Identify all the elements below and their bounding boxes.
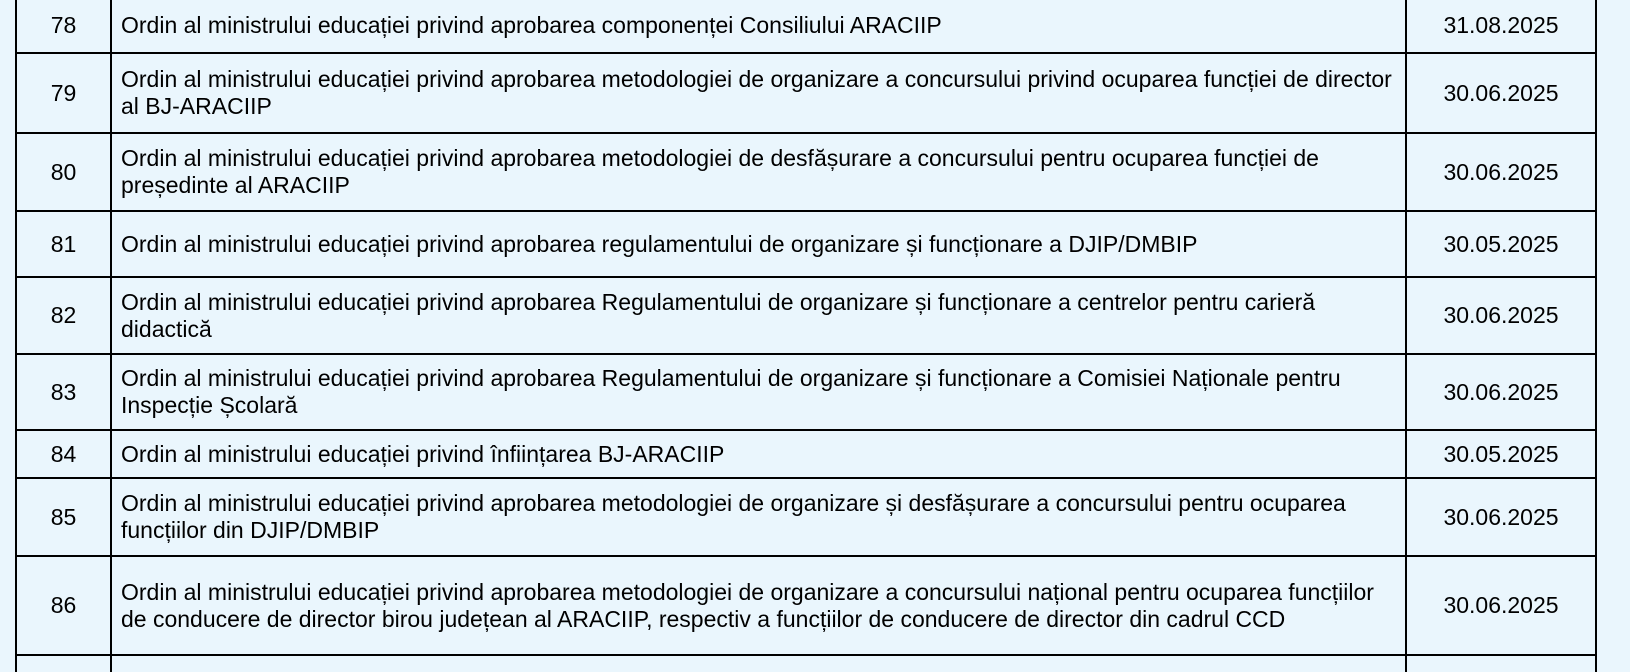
- row-number: 81: [16, 211, 111, 277]
- row-date: 31.08.2025: [1406, 0, 1596, 53]
- row-title: Ordin al ministrului educației privind înființarea BJ-ARACIIP: [111, 430, 1406, 478]
- row-date: 30.05.2025: [1406, 430, 1596, 478]
- row-date-empty: [1406, 655, 1596, 672]
- row-title: Ordin al ministrului educației privind aprobarea metodologiei de organizare și desfășurare a concursului pentru ocuparea funcțiilor din DJIP/DMBIP: [111, 478, 1406, 556]
- row-title: Ordin al ministrului educației privind aprobarea metodologiei de organizare a concursului național pentru ocuparea funcțiilor de conducere de director birou județean al ARACIIP, respectiv a funcțiilor de conducere de director din cadrul CCD: [111, 556, 1406, 655]
- table-row: [16, 53, 1596, 133]
- row-title-empty: [111, 655, 1406, 672]
- row-number: 86: [16, 556, 111, 655]
- row-number: 85: [16, 478, 111, 556]
- row-number: 83: [16, 354, 111, 430]
- table-row: [16, 211, 1596, 277]
- row-title: Ordin al ministrului educației privind aprobarea metodologiei de organizare a concursului privind ocuparea funcției de director al BJ-ARACIIP: [111, 53, 1406, 133]
- row-number: 82: [16, 277, 111, 354]
- row-date: 30.05.2025: [1406, 211, 1596, 277]
- row-number: 84: [16, 430, 111, 478]
- row-date: 30.06.2025: [1406, 133, 1596, 211]
- row-title: Ordin al ministrului educației privind aprobarea Regulamentului de organizare și funcționare a Comisiei Naționale pentru Inspecție Școlară: [111, 354, 1406, 430]
- table-row-partial: [16, 655, 1596, 672]
- legislation-table-container: [15, 0, 1597, 672]
- table-row: [16, 430, 1596, 478]
- row-title: Ordin al ministrului educației privind aprobarea Regulamentului de organizare și funcționare a centrelor pentru carieră didactică: [111, 277, 1406, 354]
- table-row: [16, 0, 1596, 53]
- legislation-table: [15, 0, 1597, 672]
- table-row: [16, 277, 1596, 354]
- row-date: 30.06.2025: [1406, 53, 1596, 133]
- row-date: 30.06.2025: [1406, 354, 1596, 430]
- row-number: 78: [16, 0, 111, 53]
- row-title: Ordin al ministrului educației privind aprobarea regulamentului de organizare și funcționare a DJIP/DMBIP: [111, 211, 1406, 277]
- row-date: 30.06.2025: [1406, 277, 1596, 354]
- row-number: 80: [16, 133, 111, 211]
- row-number: 79: [16, 53, 111, 133]
- row-number-empty: [16, 655, 111, 672]
- row-date: 30.06.2025: [1406, 478, 1596, 556]
- table-row: [16, 556, 1596, 655]
- row-title: Ordin al ministrului educației privind aprobarea componenței Consiliului ARACIIP: [111, 0, 1406, 53]
- row-date: 30.06.2025: [1406, 556, 1596, 655]
- table-row: [16, 478, 1596, 556]
- table-row: [16, 354, 1596, 430]
- table-row: [16, 133, 1596, 211]
- row-title: Ordin al ministrului educației privind aprobarea metodologiei de desfășurare a concursului pentru ocuparea funcției de președinte al ARACIIP: [111, 133, 1406, 211]
